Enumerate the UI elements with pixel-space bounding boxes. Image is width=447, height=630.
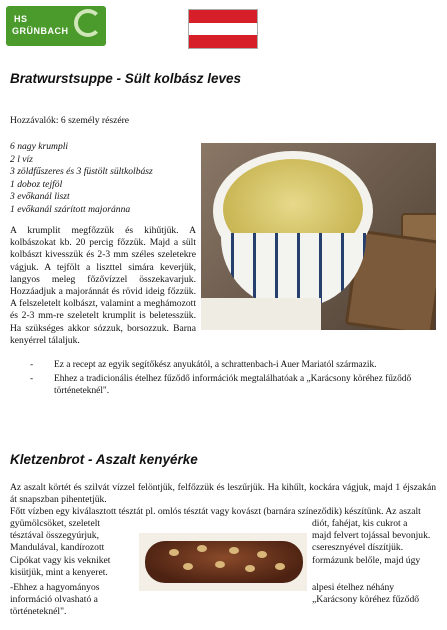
recipe1-servings: Hozzávalók: 6 személy részére (10, 115, 130, 126)
ingredient-item: 6 nagy krumpli (10, 141, 69, 152)
logo-text-hs: HS (14, 14, 28, 24)
recipe2-para2-right (312, 518, 440, 567)
text-line: történeteknél". (10, 606, 67, 618)
recipe2-para2-line: Főtt vízben egy kiválasztott tésztát pl. omlós tésztát vagy kovászt (barnára színeződik) készítünk. Az aszalt (10, 506, 421, 517)
ingredient-item: 1 evőkanál szárított majoránna (10, 203, 131, 215)
note-item: - Ehhez a tradicionális ételhez fűződő információk megtalálhatóak a „Karácsony köréhez fűződő történeteknél". (30, 374, 412, 396)
text-line: gyümölcsöket, szeletelt (10, 518, 101, 529)
text-line: majd felvert tojással bevonjuk. (312, 530, 431, 542)
text-line: -Ehhez a hagyományos (10, 582, 100, 593)
note-item: - Ez a recept az egyik segítőkész anyukától, a schrattenbach-i Auer Mariatól származik. (30, 360, 377, 370)
logo-text-grunbach: GRÜNBACH (12, 26, 69, 36)
text-line: tésztával összegyúrjuk, (10, 530, 99, 542)
recipe2-para2-left (10, 518, 138, 579)
recipe2-title: Kletzenbrot - Aszalt kenyérke (10, 452, 198, 467)
text-line: kisütjük, mint a kenyeret. (10, 566, 108, 578)
ingredient-item: 1 doboz tejföl (10, 178, 63, 190)
ingredient-list (10, 141, 200, 217)
text-line: Cipókat vagy kis vekniket (10, 554, 111, 566)
logo-swirl-icon (74, 9, 102, 37)
recipe1-method: A krumplit megfőzzük és kihűtjük. A kolbászokat kb. 20 percig főzzük. Majd a sült kolbászt kivesszük és 2-3 mm széles szeletekre vágjuk. A tejfölt a liszttel simára keverjük, langyos meleg főzővízzel összekavarjuk. Hozzáadjuk a majoránnát és rövid ideig főzzük. A felszeletelt kolbászt, valamint a meghámozott és 2-3 mm-re szeletelt krumplit is beletesszük. Ha szükséges akkor sózzuk, borsozzuk. Barna kenyérrel tálaljuk. (10, 225, 196, 346)
text-line: információ olvasható a (10, 594, 98, 606)
school-logo (6, 6, 106, 46)
recipe1-title: Bratwurstsuppe - Sült kolbász leves (10, 71, 242, 86)
ingredient-item: 3 evőkanál liszt (10, 191, 70, 203)
recipe2-note-left (10, 582, 138, 619)
austria-flag-icon (188, 9, 258, 49)
text-line: Mandulával, kandírozott (10, 542, 105, 554)
ingredient-item: 3 zöldfűszeres és 3 füstölt sültkolbász (10, 166, 153, 178)
recipe1-notes (30, 359, 435, 399)
ingredient-item: 2 l víz (10, 153, 33, 165)
text-line: diót, fahéjat, kis cukrot a (312, 518, 408, 529)
soup-photo (201, 143, 436, 330)
text-line: „Karácsony köréhez fűződő (312, 594, 420, 606)
bread-photo (139, 533, 307, 591)
text-line: cseresznyével díszítjük. (312, 542, 404, 554)
recipe2-note-right (312, 582, 440, 606)
text-line: formázunk belőle, majd úgy (312, 554, 421, 566)
text-line: alpesi ételhez néhány (312, 582, 395, 593)
recipe2-para1: Az aszalt körtét és szilvát vízzel felöntjük, felfőzzük és leszűrjük. Ha kihűlt, kockára vágjuk, majd 1 éjszakán át snapszban pihentetjük. (10, 482, 436, 506)
